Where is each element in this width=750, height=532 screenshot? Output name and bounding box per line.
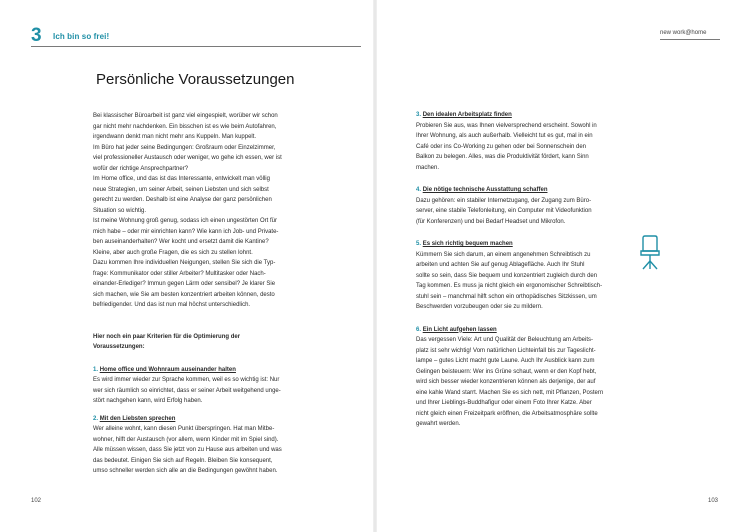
item-heading-6 xyxy=(416,325,631,336)
right-column xyxy=(416,110,631,430)
text-line: wofür der richtige Ansprechpartner? xyxy=(93,165,189,172)
text-line: eine kahle Wand starrt. Machen Sie es sich nett, mit Pflanzen, Postern xyxy=(416,389,604,396)
text-line: machen. xyxy=(416,164,440,171)
page-number-right: 103 xyxy=(708,498,719,504)
text-line: Das vergessen Viele: Art und Qualität der Beleuchtung am Arbeits- xyxy=(416,337,593,343)
text-line: Es wird immer wieder zur Sprache kommen, weil es so wichtig ist: Nur xyxy=(93,377,280,383)
text-line: Gelingen beisteuern: Wer ins Grüne schaut, wenn er den Kopf hebt, xyxy=(416,368,597,375)
text-line: gerecht zu werden. Deshalb ist eine Analyse der ganz persönlichen xyxy=(93,197,272,203)
text-line: Hier noch ein paar Kriterien für die Optimierung der xyxy=(93,333,241,340)
page-title: Persönliche Voraussetzungen xyxy=(96,71,295,88)
item-heading-2 xyxy=(93,414,338,425)
text-line: neue Strategien, um seiner Arbeit, seinen Liebsten und sich selbst xyxy=(93,186,269,193)
text-line: mich habe – oder mir einrichten kann? Wie kann ich Job- und Private- xyxy=(93,228,279,235)
text-line: sich machen, wie Sie am besten konzentriert arbeiten können, desto xyxy=(93,291,275,298)
item-heading-3 xyxy=(416,110,631,121)
text-line: lampe – gutes Licht macht gute Laune. Auch Ihr Ausblick kann zum xyxy=(416,358,595,364)
text-line: gewahrt werden. xyxy=(416,421,461,427)
text-line: sollte so sein, dass Sie bequem und konzentriert zugleich durch den xyxy=(416,272,598,279)
item-body-6 xyxy=(416,335,631,430)
left-column xyxy=(93,111,338,477)
text-line: Balkon zu belegen. Alles, was die Produktivität fördert, kann Sinn xyxy=(416,154,589,160)
intro-paragraph xyxy=(93,111,338,311)
item-body-3 xyxy=(416,121,631,174)
text-line: stört nachgehen kann, wird Erfolg haben. xyxy=(93,398,203,404)
page-number-left: 102 xyxy=(31,498,42,504)
text-line: Kleine, aber auch große Fragen, die es sich zu stellen lohnt. xyxy=(93,249,253,256)
item-number: 4. xyxy=(416,187,422,193)
text-line: Im Büro hat jeder seine Bedingungen: Großraum oder Einzelzimmer, xyxy=(93,144,276,151)
item-heading-text: Mit den Liebsten sprechen xyxy=(99,415,176,422)
text-line: Tag kommen. Es muss ja nicht gleich ein ergonomischer Schreibtisch- xyxy=(416,283,603,289)
text-line: nicht gleich einen Freizeitpark eröffnen, die Arbeitsatmosphäre sollte xyxy=(416,410,598,417)
item-heading-text: Es sich richtig bequem machen xyxy=(422,241,513,247)
text-line: und Ihrer Lieblings-Buddhafigur oder einem Foto Ihrer Katze. Aber xyxy=(416,400,592,406)
item-heading-text: Die nötige technische Ausstattung schaffen xyxy=(422,187,548,193)
chapter-number: 3 xyxy=(31,25,42,46)
text-line: Alle müssen wissen, dass Sie jetzt von zu Hause aus arbeiten und was xyxy=(93,447,282,453)
running-head: new work@home xyxy=(660,30,707,36)
text-line: Dazu gehören: ein stabiler Internetzugang, der Zugang zum Büro- xyxy=(416,197,592,204)
item-number: 5. xyxy=(416,241,422,247)
text-line: umso schneller werden sich alle an die Bedingungen gewöhnt haben. xyxy=(93,468,278,474)
text-line: viel professioneller Austausch oder weniger, wo gehe ich essen, wer ist xyxy=(93,155,282,161)
text-line: das bedeutet. Einigen Sie sich auf Regeln. Bleiben Sie konsequent, xyxy=(93,457,273,464)
item-body-2 xyxy=(93,424,338,477)
text-line: Probieren Sie aus, was Ihnen vielversprechend erscheint. Sowohl in xyxy=(416,122,597,129)
item-body-1 xyxy=(93,375,338,407)
text-line: Bei klassischer Büroarbeit ist ganz viel eingespielt, worüber wir schon xyxy=(93,113,278,119)
text-line: Situation so wichtig. xyxy=(93,207,147,214)
text-line: arbeiten und achten Sie auf genug Ablagefläche. Auch Ihr Stuhl xyxy=(416,262,585,268)
text-line: wohner, hilft der Austausch (vor allem, wenn Kinder mit im Spiel sind). xyxy=(93,436,279,443)
item-number: 6. xyxy=(416,326,422,333)
item-number: 2. xyxy=(93,415,99,422)
text-line: frage: Kommunikator oder stiller Arbeiter? Multitasker oder Nach- xyxy=(93,270,266,277)
text-line: gar nicht mehr nachdenken. Ein bisschen ist es wie beim Autofahren, xyxy=(93,123,277,130)
page-gutter xyxy=(373,0,377,532)
item-heading-1 xyxy=(93,365,338,376)
text-line: Kümmern Sie sich darum, an einem angenehmen Schreibtisch zu xyxy=(416,251,591,258)
text-line: Wer alleine wohnt, kann diesen Punkt überspringen. Hat man Mitbe- xyxy=(93,426,275,432)
text-line: platz ist sehr wichtig! Vom natürlichen Lichteinfall bis zur Tageslicht- xyxy=(416,347,596,354)
text-line: (für Konferenzen) und bei Bedarf Headset und Mikrofon. xyxy=(416,218,566,225)
item-number: 3. xyxy=(416,112,422,118)
text-line: Im Home office, und das ist das Interessante, entwickelt man völlig xyxy=(93,176,270,182)
text-line: Dazu kommen Ihre individuellen Neigungen, stellen Sie sich die Typ- xyxy=(93,260,276,266)
text-line: stuhl sein – manchmal hilft schon ein orthopädisches Sitzkissen, um xyxy=(416,293,597,300)
chapter-title: Ich bin so frei! xyxy=(53,32,110,41)
chair-icon xyxy=(638,235,662,271)
item-heading-text: Home office und Wohnraum auseinander halten xyxy=(99,366,236,373)
text-line: Beschwerden vorzubeugen oder sie zu mildern. xyxy=(416,304,543,310)
text-line: Voraussetzungen: xyxy=(93,344,145,350)
item-heading-text: Ein Licht aufgehen lassen xyxy=(422,326,497,333)
text-line: wer sich räumlich so einrichtet, dass er seiner Arbeit weitgehend unge- xyxy=(93,387,281,394)
item-body-5 xyxy=(416,250,631,313)
item-body-4 xyxy=(416,196,631,228)
criteria-heading xyxy=(93,332,338,353)
text-line: wird sich besser wieder konzentrieren können als derjenige, der auf xyxy=(416,379,596,385)
header-rule-left xyxy=(31,46,361,47)
item-heading-text: Den idealen Arbeitsplatz finden xyxy=(422,112,512,118)
text-line: irgendwann denkt man nicht mehr ans Kuppeln. Man kuppelt. xyxy=(93,134,257,140)
text-line: Ist meine Wohnung groß genug, sodass ich einen ungestörten Ort für xyxy=(93,218,277,224)
text-line: Ihrer Wohnung, als auch außerhalb. Vielleicht tut es gut, mal in ein xyxy=(416,133,593,139)
item-number: 1. xyxy=(93,366,99,373)
item-heading-5 xyxy=(416,239,631,250)
item-heading-4 xyxy=(416,185,631,196)
text-line: einander-Erlediger? Immun gegen Lärm oder sensibel? Je klarer Sie xyxy=(93,281,276,287)
text-line: Café oder ins Co-Working zu gehen oder bei Sonnenschein den xyxy=(416,143,586,150)
header-rule-right xyxy=(660,39,720,40)
text-line: server, eine stabile Telefonleitung, ein Computer mit Videofunktion xyxy=(416,208,592,214)
text-line: ben auseinanderhalten? Wer kocht und ersetzt damit die Kantine? xyxy=(93,239,269,245)
text-line: befriedigender. Und das ist nun mal höchst unterschiedlich. xyxy=(93,302,251,308)
